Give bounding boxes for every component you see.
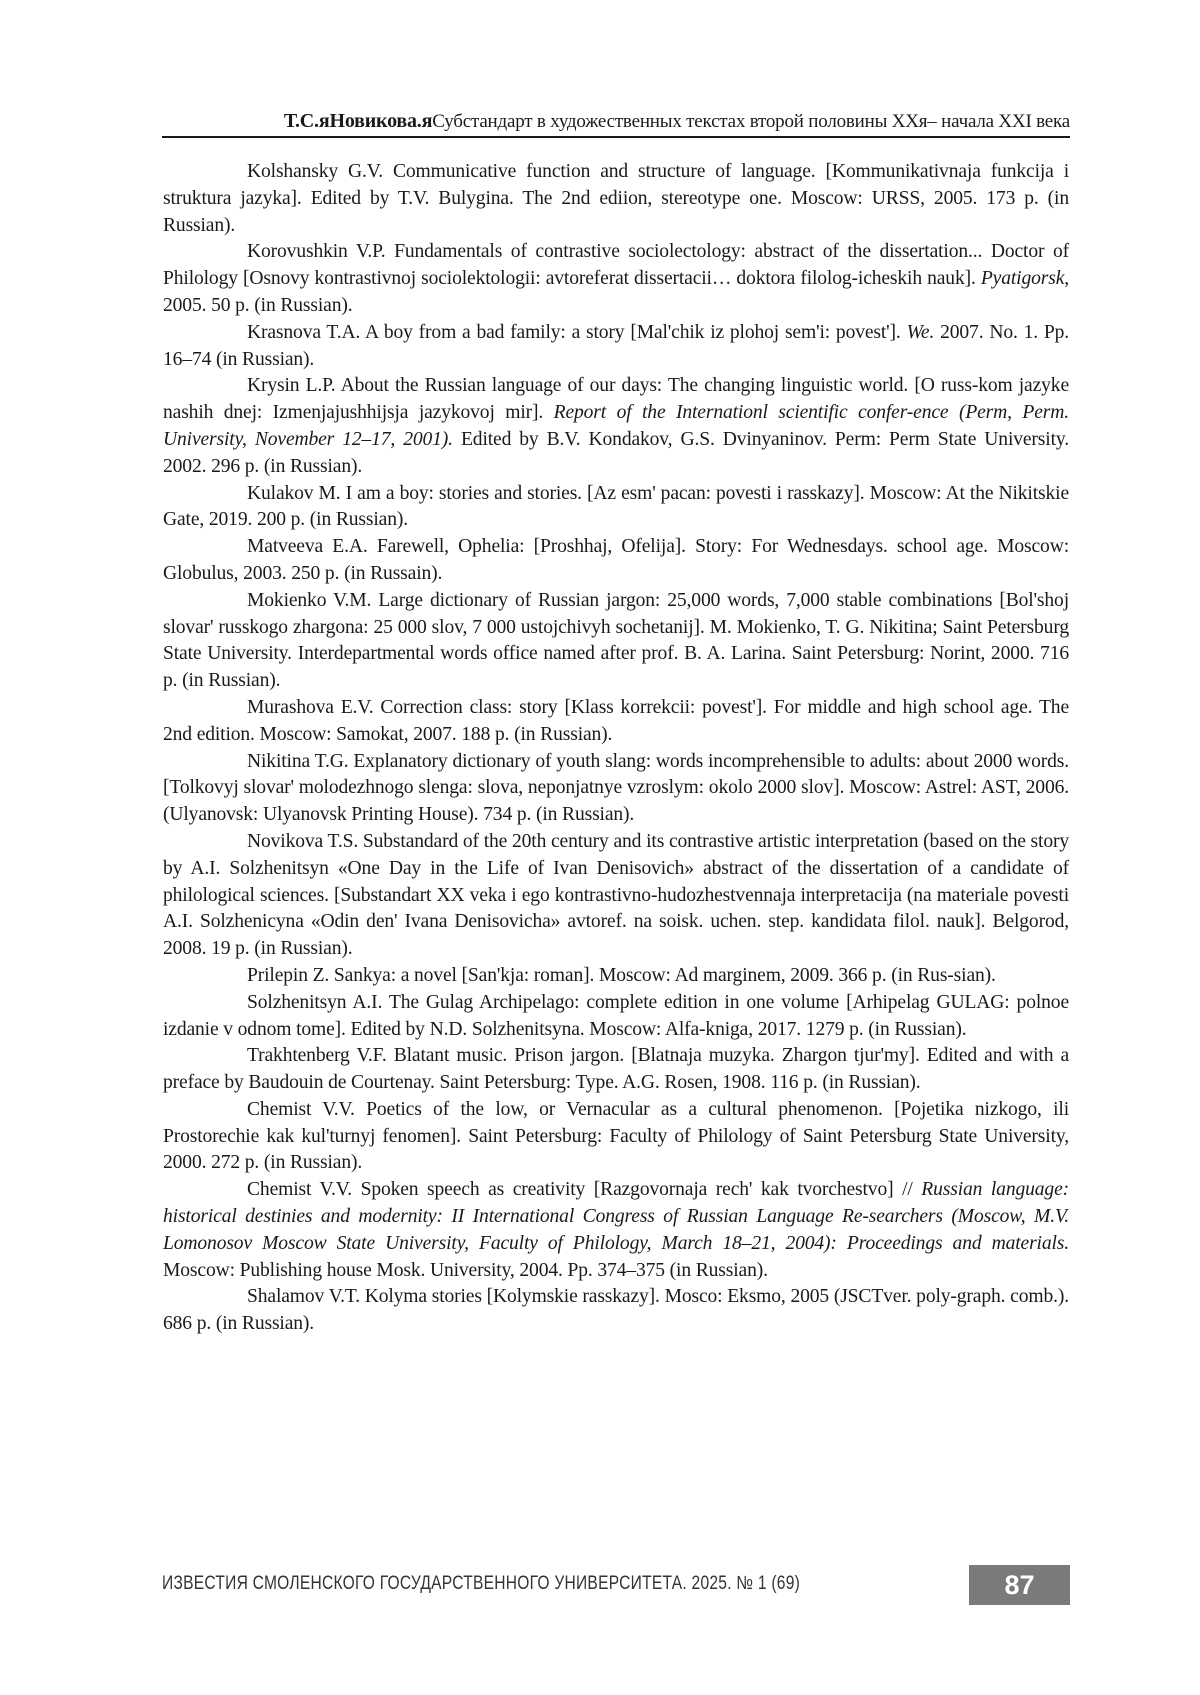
- reference-entry: [163, 1177, 1069, 1284]
- reference-entry: [163, 534, 1069, 588]
- reference-text-segment: Mokienko V.M. Large dictionary of Russian jargon: 25,000 words, 7,000 stable combinations [Bol'shoj slovar' russkogo zhargona: 25 000 slov, 7 000 ustojchivyh sochetanij]. M. Mokienko, T. G. Nikitina; Saint Petersburg State University. Interdepartmental words office named after prof. B. A. Larina. Saint Petersburg: Norint, 2000. 716 p. (in Russian).: [163, 589, 1069, 692]
- reference-text-segment: Solzhenitsyn A.I. The Gulag Archipelago: complete edition in one volume [Arhipelag GULAG: polnoe izdanie v odnom tome]. Edited by N.D. Solzhenitsyna. Moscow: Alfa-kniga, 2017. 1279 p. (in Russian).: [163, 991, 1069, 1040]
- reference-italic-segment: Pyatigorsk: [980, 268, 1065, 290]
- page-footer: [162, 1565, 1070, 1605]
- reference-entry: [163, 749, 1069, 829]
- reference-entry: [163, 1097, 1069, 1177]
- header-divider: [162, 136, 1070, 138]
- reference-entry: [163, 990, 1069, 1044]
- reference-italic-segment: We.: [906, 321, 935, 343]
- journal-name: ИЗВЕСТИЯ СМОЛЕНСКОГО ГОСУДАРСТВЕННОГО УНИВЕРСИТЕТА. 2025. № 1 (69): [162, 1573, 801, 1594]
- reference-text-segment: Kulakov M. I am a boy: stories and stories. [Az esm' pacan: povesti i rasskazy]. Moscow: At the Nikitskie Gate, 2019. 200 p. (in Russian).: [163, 482, 1069, 531]
- reference-text-segment: Krasnova T.A. A boy from a bad family: a story [Mal'chik iz plohoj sem'i: povest'].: [247, 321, 907, 343]
- reference-text-segment: Korovushkin V.P. Fundamentals of contrastive sociolectology: abstract of the dissertation... Doctor of Philology [Osnovy kontrastivnoj sociolektologii: avtoreferat dissertacii… doktora filolog-icheskih nauk].: [163, 241, 1069, 290]
- header-author: Т.С.яНовикова.я: [283, 110, 433, 132]
- reference-entry: [163, 829, 1069, 963]
- reference-entry: [163, 481, 1069, 535]
- reference-entry: [163, 159, 1069, 239]
- reference-entry: [163, 373, 1069, 480]
- reference-text-segment: Edited by B.V. Kondakov, G.S. Dvinyaninov. Perm: Perm State University. 2002. 296 p. (in Russian).: [163, 428, 1069, 477]
- reference-entry: [163, 320, 1069, 374]
- reference-text-segment: Krysin L.P. About the Russian language of our days: The changing linguistic world. [O russ-kom jazyke nashih dnej: Izmenjajushhijsja jazykovoj mir].: [163, 375, 1069, 424]
- reference-list: [163, 159, 1069, 1338]
- reference-italic-segment: Report of the Internationl scientific confer-ence (Perm, Perm. University, November 12–17, 2001).: [163, 402, 1069, 450]
- reference-italic-segment: Russian language: historical destinies and modernity: II International Congress of Russian Language Re-searchers (Moscow, M.V. Lomonosov Moscow State University, Faculty of Philology, March 18–21, 2004): Proceedings and materials.: [163, 1179, 1069, 1254]
- reference-entry: [163, 588, 1069, 695]
- reference-text-segment: 2007. No. 1. Pp. 16–74 (in Russian).: [163, 321, 1070, 370]
- reference-text-segment: Shalamov V.T. Kolyma stories [Kolymskie rasskazy]. Mosco: Eksmo, 2005 (JSCTver. poly-graph. comb.). 686 p. (in Russian).: [163, 1286, 1069, 1335]
- reference-text-segment: Murashova E.V. Correction class: story [Klass korrekcii: povest']. For middle and high school age. The 2nd edition. Moscow: Samokat, 2007. 188 p. (in Russian).: [163, 696, 1069, 745]
- running-header: [162, 108, 1070, 135]
- reference-entry: [163, 963, 1069, 990]
- reference-text-segment: Nikitina T.G. Explanatory dictionary of youth slang: words incomprehensible to adults: about 2000 words. [Tolkovyj slovar' molodezhnogo slenga: slova, neponjatnye vzroslym: okolo 2000 slov]. Moscow: Astrel: AST, 2006. (Ulyanovsk: Ulyanovsk Printing House). 734 p. (in Russian).: [163, 750, 1069, 826]
- reference-entry: [163, 239, 1069, 319]
- reference-entry: [163, 1043, 1069, 1097]
- page-number-box: [969, 1565, 1070, 1605]
- page-number: 87: [1004, 1570, 1035, 1600]
- reference-text-segment: Matveeva E.A. Farewell, Ophelia: [Proshhaj, Ofelija]. Story: For Wednesdays. school age. Moscow: Globulus, 2003. 250 p. (in Russain).: [163, 536, 1069, 584]
- reference-text-segment: Moscow: Publishing house Mosk. University, 2004. Pp. 374–375 (in Russian).: [163, 1259, 768, 1281]
- reference-text-segment: Prilepin Z. Sankya: a novel [San'kja: roman]. Moscow: Ad marginem, 2009. 366 p. (in Rus-sian).: [247, 964, 996, 986]
- reference-text-segment: Kolshansky G.V. Communicative function and structure of language. [Kommunikativnaja funkcija i struktura jazyka]. Edited by T.V. Bulygina. The 2nd ediion, stereotype one. Moscow: URSS, 2005. 173 p. (in Russian).: [163, 161, 1069, 236]
- reference-text-segment: Novikova T.S. Substandard of the 20th century and its contrastive artistic interpretation (based on the story by A.I. Solzhenitsyn «One Day in the Life of Ivan Denisovich» abstract of the dissertation of a candidate of philological sciences. [Substandart XX veka i ego kontrastivno-hudozhestvennaja interpretacija (na materiale povesti A.I. Solzhenicyna «Odin den' Ivana Denisovicha» avtoref. na soisk. uchen. step. kandidata filol. nauk]. Belgorod, 2008. 19 p. (in Russian).: [163, 830, 1069, 960]
- header-title: Субстандарт в художественных текстах второй половины XXя– начала XXI века: [432, 111, 1070, 132]
- reference-text-segment: , 2005. 50 p. (in Russian).: [163, 268, 1069, 316]
- reference-entry: [163, 1284, 1069, 1338]
- reference-entry: [163, 695, 1069, 749]
- reference-text-segment: Chemist V.V. Spoken speech as creativity [Razgovornaja rech' kak tvorchestvo] //: [247, 1179, 922, 1201]
- reference-text-segment: Chemist V.V. Poetics of the low, or Vernacular as a cultural phenomenon. [Pojetika nizkogo, ili Prostorechie kak kul'turnyj fenomen]. Saint Petersburg: Faculty of Philology of Saint Petersburg State University, 2000. 272 p. (in Russian).: [163, 1098, 1069, 1174]
- reference-text-segment: Trakhtenberg V.F. Blatant music. Prison jargon. [Blatnaja muzyka. Zhargon tjur'my]. Edited and with a preface by Baudouin de Courtenay. Saint Petersburg: Type. A.G. Rosen, 1908. 116 p. (in Russian).: [163, 1045, 1069, 1094]
